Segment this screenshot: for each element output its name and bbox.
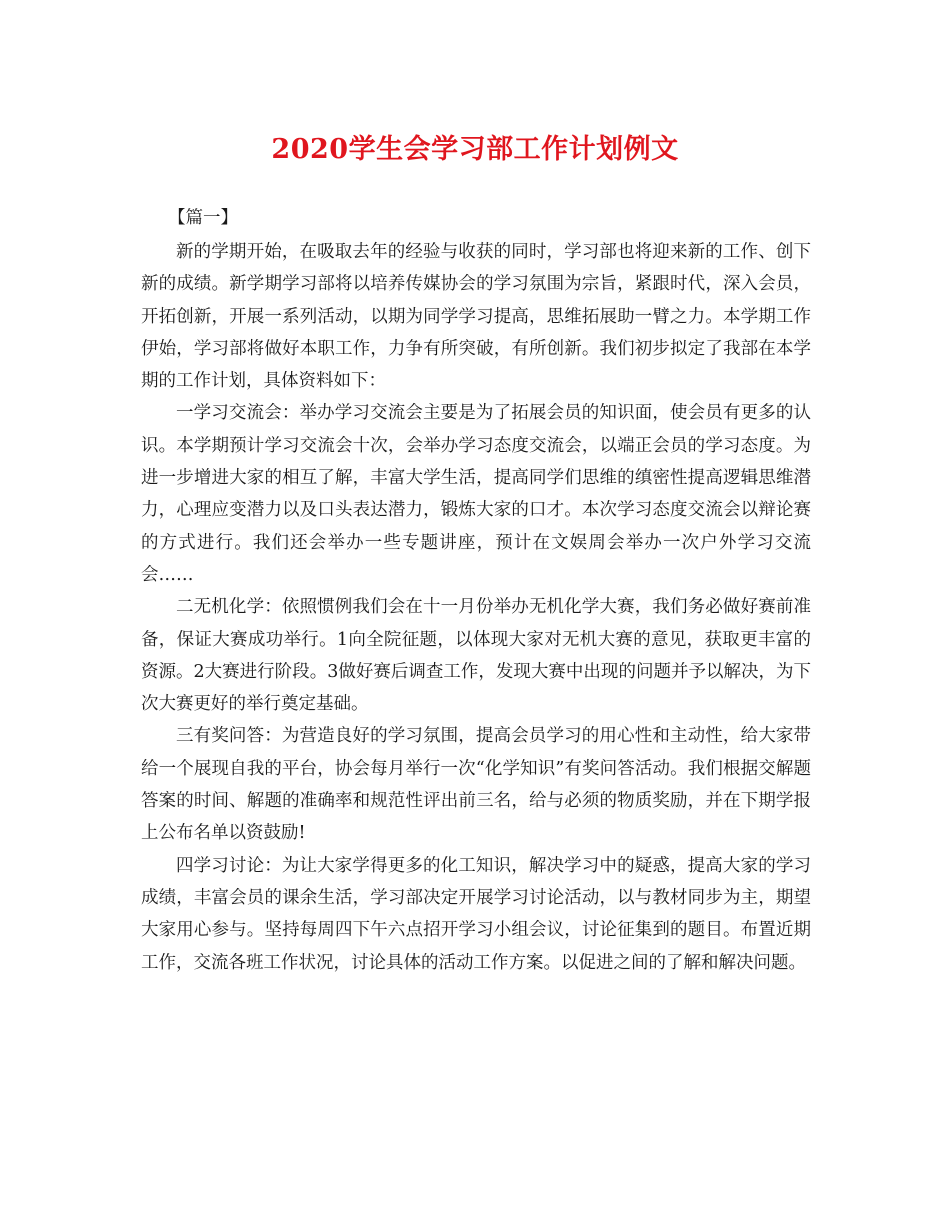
section-label: 【篇一】 (168, 208, 238, 228)
paragraph-quiz: 三有奖问答：为营造良好的学习氛围，提高会员学习的用心性和主动性，给大家带给一个展现自我的平台，协会每月举行一次“化学知识”有奖问答活动。我们根据交解题答案的时间、解题的准确率和规范性评出前三名，给与必须的物质奖励，并在下期学报上公布名单以资鼓励! (141, 726, 811, 844)
paragraph-inorganic-chemistry: 二无机化学：依照惯例我们会在十一月份举办无机化学大赛，我们务必做好赛前准备，保证大赛成功举行。1向全院征题，以体现大家对无机大赛的意见，获取更丰富的资源。2大赛进行阶段。3做好赛后调查工作，发现大赛中出现的问题并予以解决，为下次大赛更好的举行奠定基础。 (141, 597, 811, 715)
paragraph-study-discussion: 四学习讨论：为让大家学得更多的化工知识，解决学习中的疑惑，提高大家的学习成绩，丰富会员的课余生活，学习部决定开展学习讨论活动，以与教材同步为主，期望大家用心参与。坚持每周四下午六点招开学习小组会议，讨论征集到的题目。布置近期工作，交流各班工作状况，讨论具体的活动工作方案。以促进之间的了解和解决问题。 (141, 855, 811, 973)
paragraph-study-exchange: 一学习交流会：举办学习交流会主要是为了拓展会员的知识面，使会员有更多的认识。本学期预计学习交流会十次，会举办学习态度交流会，以端正会员的学习态度。为进一步增进大家的相互了解，丰富大学生活，提高同学们思维的缜密性提高逻辑思维潜力，心理应变潜力以及口头表达潜力，锻炼大家的口才。本次学习态度交流会以辩论赛的方式进行。我们还会举办一些专题讲座，预计在文娱周会举办一次户外学习交流会…… (141, 403, 811, 585)
document-body (141, 236, 811, 979)
paragraph-intro: 新的学期开始，在吸取去年的经验与收获的同时，学习部也将迎来新的工作、创下新的成绩。新学期学习部将以培养传媒协会的学习氛围为宗旨，紧跟时代，深入会员，开拓创新，开展一系列活动，以期为同学学习提高，思维拓展助一臂之力。本学期工作伊始，学习部将做好本职工作，力争有所突破，有所创新。我们初步拟定了我部在本学期的工作计划，具体资料如下： (141, 242, 811, 392)
document-title: 2020学生会学习部工作计划例文 (271, 134, 679, 165)
